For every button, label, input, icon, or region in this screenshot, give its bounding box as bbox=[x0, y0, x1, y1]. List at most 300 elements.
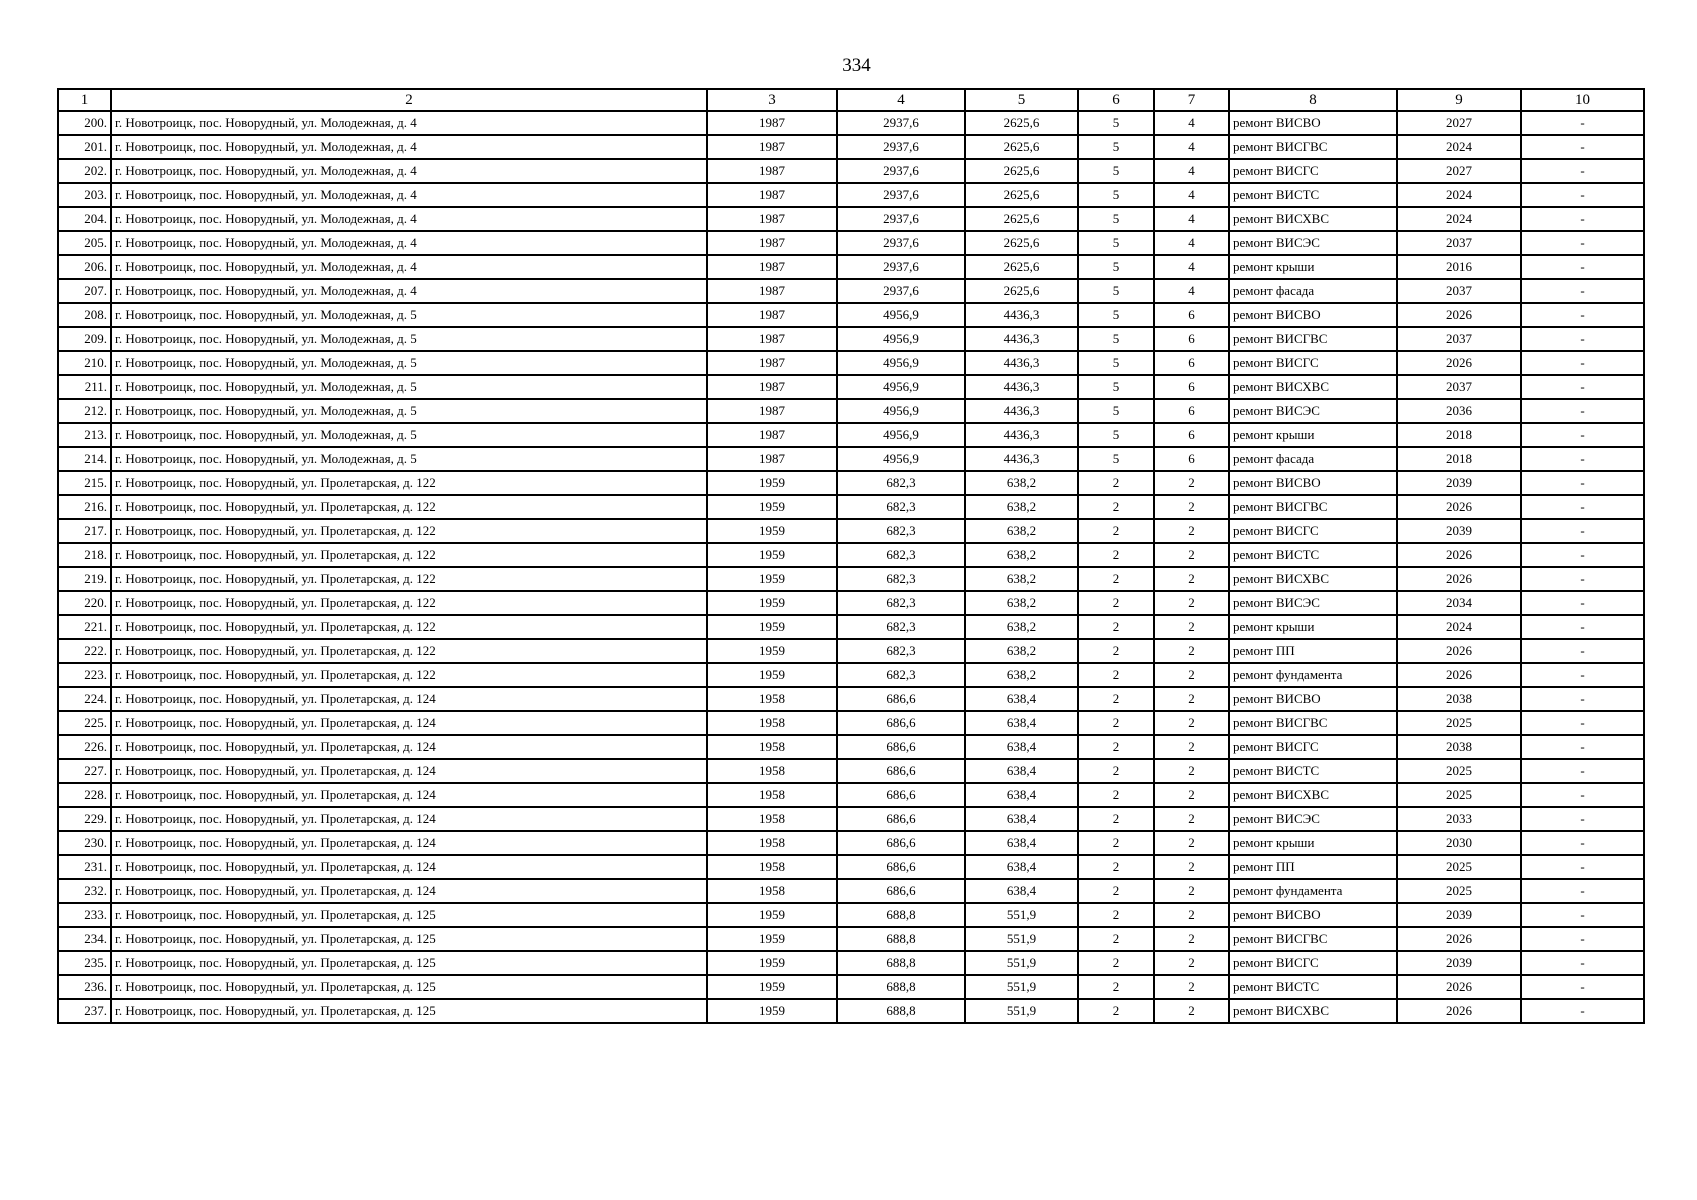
note-cell: - bbox=[1521, 975, 1644, 999]
floors-cell: 2 bbox=[1078, 519, 1154, 543]
row-number-cell: 226. bbox=[58, 735, 111, 759]
note-cell: - bbox=[1521, 159, 1644, 183]
floors-cell: 5 bbox=[1078, 351, 1154, 375]
address-cell: г. Новотроицк, пос. Новорудный, ул. Молодежная, д. 4 bbox=[111, 135, 707, 159]
address-cell: г. Новотроицк, пос. Новорудный, ул. Пролетарская, д. 125 bbox=[111, 999, 707, 1023]
row-number-cell: 236. bbox=[58, 975, 111, 999]
entrances-cell: 4 bbox=[1154, 255, 1229, 279]
floors-cell: 5 bbox=[1078, 447, 1154, 471]
address-cell: г. Новотроицк, пос. Новорудный, ул. Пролетарская, д. 122 bbox=[111, 639, 707, 663]
year-built-cell: 1987 bbox=[707, 423, 837, 447]
total-area-cell: 2937,6 bbox=[837, 183, 965, 207]
work-type-cell: ремонт ВИСТС bbox=[1229, 183, 1397, 207]
row-number-cell: 204. bbox=[58, 207, 111, 231]
floors-cell: 5 bbox=[1078, 423, 1154, 447]
floors-cell: 2 bbox=[1078, 759, 1154, 783]
floors-cell: 2 bbox=[1078, 735, 1154, 759]
row-number-cell: 224. bbox=[58, 687, 111, 711]
table-row bbox=[58, 711, 1644, 735]
total-area-cell: 686,6 bbox=[837, 831, 965, 855]
total-area-cell: 4956,9 bbox=[837, 423, 965, 447]
year-built-cell: 1958 bbox=[707, 855, 837, 879]
work-type-cell: ремонт ВИСВО bbox=[1229, 471, 1397, 495]
address-cell: г. Новотроицк, пос. Новорудный, ул. Пролетарская, д. 124 bbox=[111, 831, 707, 855]
floors-cell: 5 bbox=[1078, 159, 1154, 183]
year-built-cell: 1987 bbox=[707, 399, 837, 423]
address-cell: г. Новотроицк, пос. Новорудный, ул. Молодежная, д. 4 bbox=[111, 231, 707, 255]
planned-year-cell: 2018 bbox=[1397, 447, 1521, 471]
row-number-cell: 232. bbox=[58, 879, 111, 903]
note-cell: - bbox=[1521, 639, 1644, 663]
year-built-cell: 1959 bbox=[707, 591, 837, 615]
entrances-cell: 2 bbox=[1154, 567, 1229, 591]
work-type-cell: ремонт ВИСГС bbox=[1229, 159, 1397, 183]
work-type-cell: ремонт ВИСГВС bbox=[1229, 327, 1397, 351]
address-cell: г. Новотроицк, пос. Новорудный, ул. Молодежная, д. 5 bbox=[111, 351, 707, 375]
year-built-cell: 1958 bbox=[707, 879, 837, 903]
total-area-cell: 682,3 bbox=[837, 615, 965, 639]
entrances-cell: 6 bbox=[1154, 303, 1229, 327]
table-row bbox=[58, 615, 1644, 639]
living-area-cell: 2625,6 bbox=[965, 111, 1078, 135]
entrances-cell: 4 bbox=[1154, 231, 1229, 255]
work-type-cell: ремонт ПП bbox=[1229, 639, 1397, 663]
year-built-cell: 1958 bbox=[707, 759, 837, 783]
living-area-cell: 4436,3 bbox=[965, 351, 1078, 375]
table-row bbox=[58, 879, 1644, 903]
note-cell: - bbox=[1521, 807, 1644, 831]
work-type-cell: ремонт фасада bbox=[1229, 279, 1397, 303]
year-built-cell: 1959 bbox=[707, 615, 837, 639]
note-cell: - bbox=[1521, 135, 1644, 159]
entrances-cell: 6 bbox=[1154, 351, 1229, 375]
table-row bbox=[58, 831, 1644, 855]
address-cell: г. Новотроицк, пос. Новорудный, ул. Молодежная, д. 5 bbox=[111, 447, 707, 471]
entrances-cell: 2 bbox=[1154, 519, 1229, 543]
floors-cell: 2 bbox=[1078, 591, 1154, 615]
floors-cell: 5 bbox=[1078, 279, 1154, 303]
year-built-cell: 1987 bbox=[707, 255, 837, 279]
floors-cell: 5 bbox=[1078, 111, 1154, 135]
living-area-cell: 638,2 bbox=[965, 639, 1078, 663]
table-row bbox=[58, 735, 1644, 759]
table-row bbox=[58, 663, 1644, 687]
total-area-cell: 682,3 bbox=[837, 543, 965, 567]
planned-year-cell: 2026 bbox=[1397, 663, 1521, 687]
total-area-cell: 2937,6 bbox=[837, 279, 965, 303]
entrances-cell: 2 bbox=[1154, 759, 1229, 783]
work-type-cell: ремонт крыши bbox=[1229, 831, 1397, 855]
total-area-cell: 682,3 bbox=[837, 519, 965, 543]
planned-year-cell: 2025 bbox=[1397, 759, 1521, 783]
note-cell: - bbox=[1521, 855, 1644, 879]
repair-schedule-table bbox=[57, 88, 1645, 1024]
living-area-cell: 4436,3 bbox=[965, 303, 1078, 327]
work-type-cell: ремонт ВИСХВС bbox=[1229, 207, 1397, 231]
planned-year-cell: 2026 bbox=[1397, 351, 1521, 375]
total-area-cell: 682,3 bbox=[837, 495, 965, 519]
work-type-cell: ремонт ВИСТС bbox=[1229, 543, 1397, 567]
entrances-cell: 2 bbox=[1154, 591, 1229, 615]
planned-year-cell: 2026 bbox=[1397, 639, 1521, 663]
note-cell: - bbox=[1521, 279, 1644, 303]
total-area-cell: 2937,6 bbox=[837, 231, 965, 255]
note-cell: - bbox=[1521, 759, 1644, 783]
work-type-cell: ремонт ВИСВО bbox=[1229, 903, 1397, 927]
note-cell: - bbox=[1521, 591, 1644, 615]
address-cell: г. Новотроицк, пос. Новорудный, ул. Пролетарская, д. 122 bbox=[111, 615, 707, 639]
year-built-cell: 1987 bbox=[707, 327, 837, 351]
floors-cell: 2 bbox=[1078, 879, 1154, 903]
address-cell: г. Новотроицк, пос. Новорудный, ул. Молодежная, д. 4 bbox=[111, 255, 707, 279]
table-row bbox=[58, 687, 1644, 711]
table-row bbox=[58, 399, 1644, 423]
living-area-cell: 2625,6 bbox=[965, 135, 1078, 159]
floors-cell: 2 bbox=[1078, 663, 1154, 687]
total-area-cell: 686,6 bbox=[837, 711, 965, 735]
note-cell: - bbox=[1521, 567, 1644, 591]
entrances-cell: 2 bbox=[1154, 831, 1229, 855]
total-area-cell: 682,3 bbox=[837, 639, 965, 663]
floors-cell: 5 bbox=[1078, 303, 1154, 327]
living-area-cell: 638,2 bbox=[965, 495, 1078, 519]
address-cell: г. Новотроицк, пос. Новорудный, ул. Пролетарская, д. 124 bbox=[111, 687, 707, 711]
year-built-cell: 1959 bbox=[707, 927, 837, 951]
living-area-cell: 2625,6 bbox=[965, 255, 1078, 279]
address-cell: г. Новотроицк, пос. Новорудный, ул. Молодежная, д. 4 bbox=[111, 207, 707, 231]
row-number-cell: 202. bbox=[58, 159, 111, 183]
year-built-cell: 1959 bbox=[707, 495, 837, 519]
floors-cell: 5 bbox=[1078, 135, 1154, 159]
entrances-cell: 2 bbox=[1154, 999, 1229, 1023]
work-type-cell: ремонт фундамента bbox=[1229, 663, 1397, 687]
living-area-cell: 638,4 bbox=[965, 807, 1078, 831]
planned-year-cell: 2039 bbox=[1397, 903, 1521, 927]
planned-year-cell: 2025 bbox=[1397, 783, 1521, 807]
total-area-cell: 2937,6 bbox=[837, 111, 965, 135]
entrances-cell: 6 bbox=[1154, 447, 1229, 471]
living-area-cell: 638,4 bbox=[965, 831, 1078, 855]
living-area-cell: 638,2 bbox=[965, 471, 1078, 495]
entrances-cell: 2 bbox=[1154, 615, 1229, 639]
column-header: 2 bbox=[111, 89, 707, 111]
note-cell: - bbox=[1521, 327, 1644, 351]
total-area-cell: 2937,6 bbox=[837, 255, 965, 279]
floors-cell: 5 bbox=[1078, 183, 1154, 207]
living-area-cell: 551,9 bbox=[965, 951, 1078, 975]
row-number-cell: 219. bbox=[58, 567, 111, 591]
note-cell: - bbox=[1521, 783, 1644, 807]
floors-cell: 2 bbox=[1078, 783, 1154, 807]
total-area-cell: 4956,9 bbox=[837, 351, 965, 375]
note-cell: - bbox=[1521, 447, 1644, 471]
work-type-cell: ремонт фундамента bbox=[1229, 879, 1397, 903]
work-type-cell: ремонт ВИСГВС bbox=[1229, 135, 1397, 159]
floors-cell: 2 bbox=[1078, 855, 1154, 879]
address-cell: г. Новотроицк, пос. Новорудный, ул. Молодежная, д. 4 bbox=[111, 183, 707, 207]
row-number-cell: 237. bbox=[58, 999, 111, 1023]
floors-cell: 2 bbox=[1078, 975, 1154, 999]
table-body bbox=[58, 111, 1644, 1023]
entrances-cell: 2 bbox=[1154, 903, 1229, 927]
total-area-cell: 686,6 bbox=[837, 687, 965, 711]
address-cell: г. Новотроицк, пос. Новорудный, ул. Пролетарская, д. 122 bbox=[111, 567, 707, 591]
planned-year-cell: 2026 bbox=[1397, 975, 1521, 999]
year-built-cell: 1958 bbox=[707, 807, 837, 831]
row-number-cell: 220. bbox=[58, 591, 111, 615]
note-cell: - bbox=[1521, 687, 1644, 711]
floors-cell: 5 bbox=[1078, 231, 1154, 255]
address-cell: г. Новотроицк, пос. Новорудный, ул. Пролетарская, д. 124 bbox=[111, 855, 707, 879]
note-cell: - bbox=[1521, 207, 1644, 231]
work-type-cell: ремонт ВИСВО bbox=[1229, 303, 1397, 327]
table-row bbox=[58, 231, 1644, 255]
living-area-cell: 638,2 bbox=[965, 591, 1078, 615]
planned-year-cell: 2039 bbox=[1397, 519, 1521, 543]
work-type-cell: ремонт ВИСГС bbox=[1229, 519, 1397, 543]
year-built-cell: 1987 bbox=[707, 375, 837, 399]
address-cell: г. Новотроицк, пос. Новорудный, ул. Молодежная, д. 5 bbox=[111, 375, 707, 399]
planned-year-cell: 2027 bbox=[1397, 111, 1521, 135]
work-type-cell: ремонт ВИСГВС bbox=[1229, 927, 1397, 951]
planned-year-cell: 2026 bbox=[1397, 927, 1521, 951]
planned-year-cell: 2033 bbox=[1397, 807, 1521, 831]
note-cell: - bbox=[1521, 471, 1644, 495]
living-area-cell: 551,9 bbox=[965, 999, 1078, 1023]
address-cell: г. Новотроицк, пос. Новорудный, ул. Пролетарская, д. 124 bbox=[111, 735, 707, 759]
planned-year-cell: 2026 bbox=[1397, 303, 1521, 327]
floors-cell: 2 bbox=[1078, 807, 1154, 831]
note-cell: - bbox=[1521, 519, 1644, 543]
column-header: 10 bbox=[1521, 89, 1644, 111]
work-type-cell: ремонт ВИСЭС bbox=[1229, 591, 1397, 615]
entrances-cell: 2 bbox=[1154, 639, 1229, 663]
address-cell: г. Новотроицк, пос. Новорудный, ул. Пролетарская, д. 122 bbox=[111, 519, 707, 543]
living-area-cell: 638,2 bbox=[965, 663, 1078, 687]
entrances-cell: 2 bbox=[1154, 783, 1229, 807]
living-area-cell: 2625,6 bbox=[965, 207, 1078, 231]
planned-year-cell: 2039 bbox=[1397, 471, 1521, 495]
year-built-cell: 1987 bbox=[707, 135, 837, 159]
floors-cell: 5 bbox=[1078, 255, 1154, 279]
row-number-cell: 235. bbox=[58, 951, 111, 975]
entrances-cell: 2 bbox=[1154, 711, 1229, 735]
year-built-cell: 1987 bbox=[707, 447, 837, 471]
planned-year-cell: 2025 bbox=[1397, 855, 1521, 879]
row-number-cell: 234. bbox=[58, 927, 111, 951]
year-built-cell: 1987 bbox=[707, 159, 837, 183]
table-row bbox=[58, 591, 1644, 615]
note-cell: - bbox=[1521, 951, 1644, 975]
row-number-cell: 230. bbox=[58, 831, 111, 855]
work-type-cell: ремонт ВИСГС bbox=[1229, 735, 1397, 759]
table-row bbox=[58, 495, 1644, 519]
entrances-cell: 6 bbox=[1154, 375, 1229, 399]
note-cell: - bbox=[1521, 111, 1644, 135]
table-row bbox=[58, 519, 1644, 543]
floors-cell: 2 bbox=[1078, 927, 1154, 951]
year-built-cell: 1987 bbox=[707, 231, 837, 255]
total-area-cell: 2937,6 bbox=[837, 135, 965, 159]
planned-year-cell: 2037 bbox=[1397, 279, 1521, 303]
work-type-cell: ремонт ВИСГВС bbox=[1229, 495, 1397, 519]
year-built-cell: 1958 bbox=[707, 783, 837, 807]
planned-year-cell: 2018 bbox=[1397, 423, 1521, 447]
row-number-cell: 221. bbox=[58, 615, 111, 639]
row-number-cell: 223. bbox=[58, 663, 111, 687]
total-area-cell: 686,6 bbox=[837, 879, 965, 903]
planned-year-cell: 2026 bbox=[1397, 567, 1521, 591]
address-cell: г. Новотроицк, пос. Новорудный, ул. Молодежная, д. 4 bbox=[111, 111, 707, 135]
planned-year-cell: 2030 bbox=[1397, 831, 1521, 855]
living-area-cell: 638,2 bbox=[965, 519, 1078, 543]
table-row bbox=[58, 639, 1644, 663]
living-area-cell: 638,4 bbox=[965, 783, 1078, 807]
floors-cell: 2 bbox=[1078, 639, 1154, 663]
planned-year-cell: 2025 bbox=[1397, 711, 1521, 735]
table-row bbox=[58, 111, 1644, 135]
planned-year-cell: 2037 bbox=[1397, 327, 1521, 351]
table-row bbox=[58, 447, 1644, 471]
row-number-cell: 222. bbox=[58, 639, 111, 663]
note-cell: - bbox=[1521, 495, 1644, 519]
floors-cell: 2 bbox=[1078, 495, 1154, 519]
row-number-cell: 201. bbox=[58, 135, 111, 159]
table-row bbox=[58, 999, 1644, 1023]
floors-cell: 5 bbox=[1078, 207, 1154, 231]
floors-cell: 2 bbox=[1078, 999, 1154, 1023]
living-area-cell: 2625,6 bbox=[965, 183, 1078, 207]
note-cell: - bbox=[1521, 999, 1644, 1023]
table-row bbox=[58, 471, 1644, 495]
work-type-cell: ремонт ВИСХВС bbox=[1229, 567, 1397, 591]
floors-cell: 2 bbox=[1078, 951, 1154, 975]
planned-year-cell: 2038 bbox=[1397, 687, 1521, 711]
total-area-cell: 688,8 bbox=[837, 975, 965, 999]
row-number-cell: 227. bbox=[58, 759, 111, 783]
planned-year-cell: 2037 bbox=[1397, 375, 1521, 399]
table-row bbox=[58, 327, 1644, 351]
address-cell: г. Новотроицк, пос. Новорудный, ул. Пролетарская, д. 124 bbox=[111, 879, 707, 903]
total-area-cell: 4956,9 bbox=[837, 303, 965, 327]
work-type-cell: ремонт крыши bbox=[1229, 615, 1397, 639]
entrances-cell: 2 bbox=[1154, 807, 1229, 831]
total-area-cell: 4956,9 bbox=[837, 375, 965, 399]
living-area-cell: 4436,3 bbox=[965, 327, 1078, 351]
page-number: 334 bbox=[842, 55, 871, 76]
living-area-cell: 638,4 bbox=[965, 711, 1078, 735]
column-header: 8 bbox=[1229, 89, 1397, 111]
work-type-cell: ремонт ВИСВО bbox=[1229, 687, 1397, 711]
address-cell: г. Новотроицк, пос. Новорудный, ул. Молодежная, д. 5 bbox=[111, 303, 707, 327]
row-number-cell: 218. bbox=[58, 543, 111, 567]
row-number-cell: 215. bbox=[58, 471, 111, 495]
work-type-cell: ремонт ВИСЭС bbox=[1229, 399, 1397, 423]
year-built-cell: 1959 bbox=[707, 567, 837, 591]
floors-cell: 2 bbox=[1078, 567, 1154, 591]
address-cell: г. Новотроицк, пос. Новорудный, ул. Пролетарская, д. 124 bbox=[111, 807, 707, 831]
note-cell: - bbox=[1521, 711, 1644, 735]
note-cell: - bbox=[1521, 303, 1644, 327]
floors-cell: 2 bbox=[1078, 711, 1154, 735]
table-row bbox=[58, 279, 1644, 303]
planned-year-cell: 2026 bbox=[1397, 495, 1521, 519]
column-header: 5 bbox=[965, 89, 1078, 111]
year-built-cell: 1987 bbox=[707, 351, 837, 375]
note-cell: - bbox=[1521, 351, 1644, 375]
entrances-cell: 2 bbox=[1154, 663, 1229, 687]
work-type-cell: ремонт крыши bbox=[1229, 255, 1397, 279]
note-cell: - bbox=[1521, 183, 1644, 207]
entrances-cell: 4 bbox=[1154, 279, 1229, 303]
year-built-cell: 1959 bbox=[707, 663, 837, 687]
entrances-cell: 4 bbox=[1154, 207, 1229, 231]
planned-year-cell: 2026 bbox=[1397, 999, 1521, 1023]
year-built-cell: 1987 bbox=[707, 303, 837, 327]
year-built-cell: 1959 bbox=[707, 639, 837, 663]
planned-year-cell: 2024 bbox=[1397, 183, 1521, 207]
year-built-cell: 1959 bbox=[707, 951, 837, 975]
table-row bbox=[58, 975, 1644, 999]
row-number-cell: 228. bbox=[58, 783, 111, 807]
table-row bbox=[58, 759, 1644, 783]
planned-year-cell: 2025 bbox=[1397, 879, 1521, 903]
planned-year-cell: 2024 bbox=[1397, 135, 1521, 159]
floors-cell: 2 bbox=[1078, 903, 1154, 927]
row-number-cell: 203. bbox=[58, 183, 111, 207]
entrances-cell: 4 bbox=[1154, 183, 1229, 207]
year-built-cell: 1959 bbox=[707, 471, 837, 495]
table-row bbox=[58, 567, 1644, 591]
work-type-cell: ремонт ВИСХВС bbox=[1229, 375, 1397, 399]
address-cell: г. Новотроицк, пос. Новорудный, ул. Молодежная, д. 5 bbox=[111, 399, 707, 423]
address-cell: г. Новотроицк, пос. Новорудный, ул. Молодежная, д. 5 bbox=[111, 423, 707, 447]
address-cell: г. Новотроицк, пос. Новорудный, ул. Молодежная, д. 4 bbox=[111, 159, 707, 183]
total-area-cell: 4956,9 bbox=[837, 447, 965, 471]
entrances-cell: 4 bbox=[1154, 135, 1229, 159]
column-header: 3 bbox=[707, 89, 837, 111]
address-cell: г. Новотроицк, пос. Новорудный, ул. Пролетарская, д. 122 bbox=[111, 591, 707, 615]
year-built-cell: 1959 bbox=[707, 999, 837, 1023]
total-area-cell: 686,6 bbox=[837, 783, 965, 807]
row-number-cell: 233. bbox=[58, 903, 111, 927]
table-row bbox=[58, 951, 1644, 975]
table-row bbox=[58, 351, 1644, 375]
table-row bbox=[58, 183, 1644, 207]
address-cell: г. Новотроицк, пос. Новорудный, ул. Пролетарская, д. 122 bbox=[111, 471, 707, 495]
address-cell: г. Новотроицк, пос. Новорудный, ул. Пролетарская, д. 122 bbox=[111, 543, 707, 567]
floors-cell: 2 bbox=[1078, 543, 1154, 567]
year-built-cell: 1987 bbox=[707, 207, 837, 231]
total-area-cell: 682,3 bbox=[837, 567, 965, 591]
total-area-cell: 2937,6 bbox=[837, 159, 965, 183]
table-row bbox=[58, 303, 1644, 327]
total-area-cell: 686,6 bbox=[837, 855, 965, 879]
planned-year-cell: 2038 bbox=[1397, 735, 1521, 759]
planned-year-cell: 2024 bbox=[1397, 615, 1521, 639]
planned-year-cell: 2016 bbox=[1397, 255, 1521, 279]
entrances-cell: 2 bbox=[1154, 927, 1229, 951]
address-cell: г. Новотроицк, пос. Новорудный, ул. Пролетарская, д. 124 bbox=[111, 759, 707, 783]
total-area-cell: 682,3 bbox=[837, 471, 965, 495]
row-number-cell: 209. bbox=[58, 327, 111, 351]
table-row bbox=[58, 423, 1644, 447]
row-number-cell: 210. bbox=[58, 351, 111, 375]
planned-year-cell: 2024 bbox=[1397, 207, 1521, 231]
note-cell: - bbox=[1521, 255, 1644, 279]
living-area-cell: 638,4 bbox=[965, 687, 1078, 711]
total-area-cell: 686,6 bbox=[837, 759, 965, 783]
